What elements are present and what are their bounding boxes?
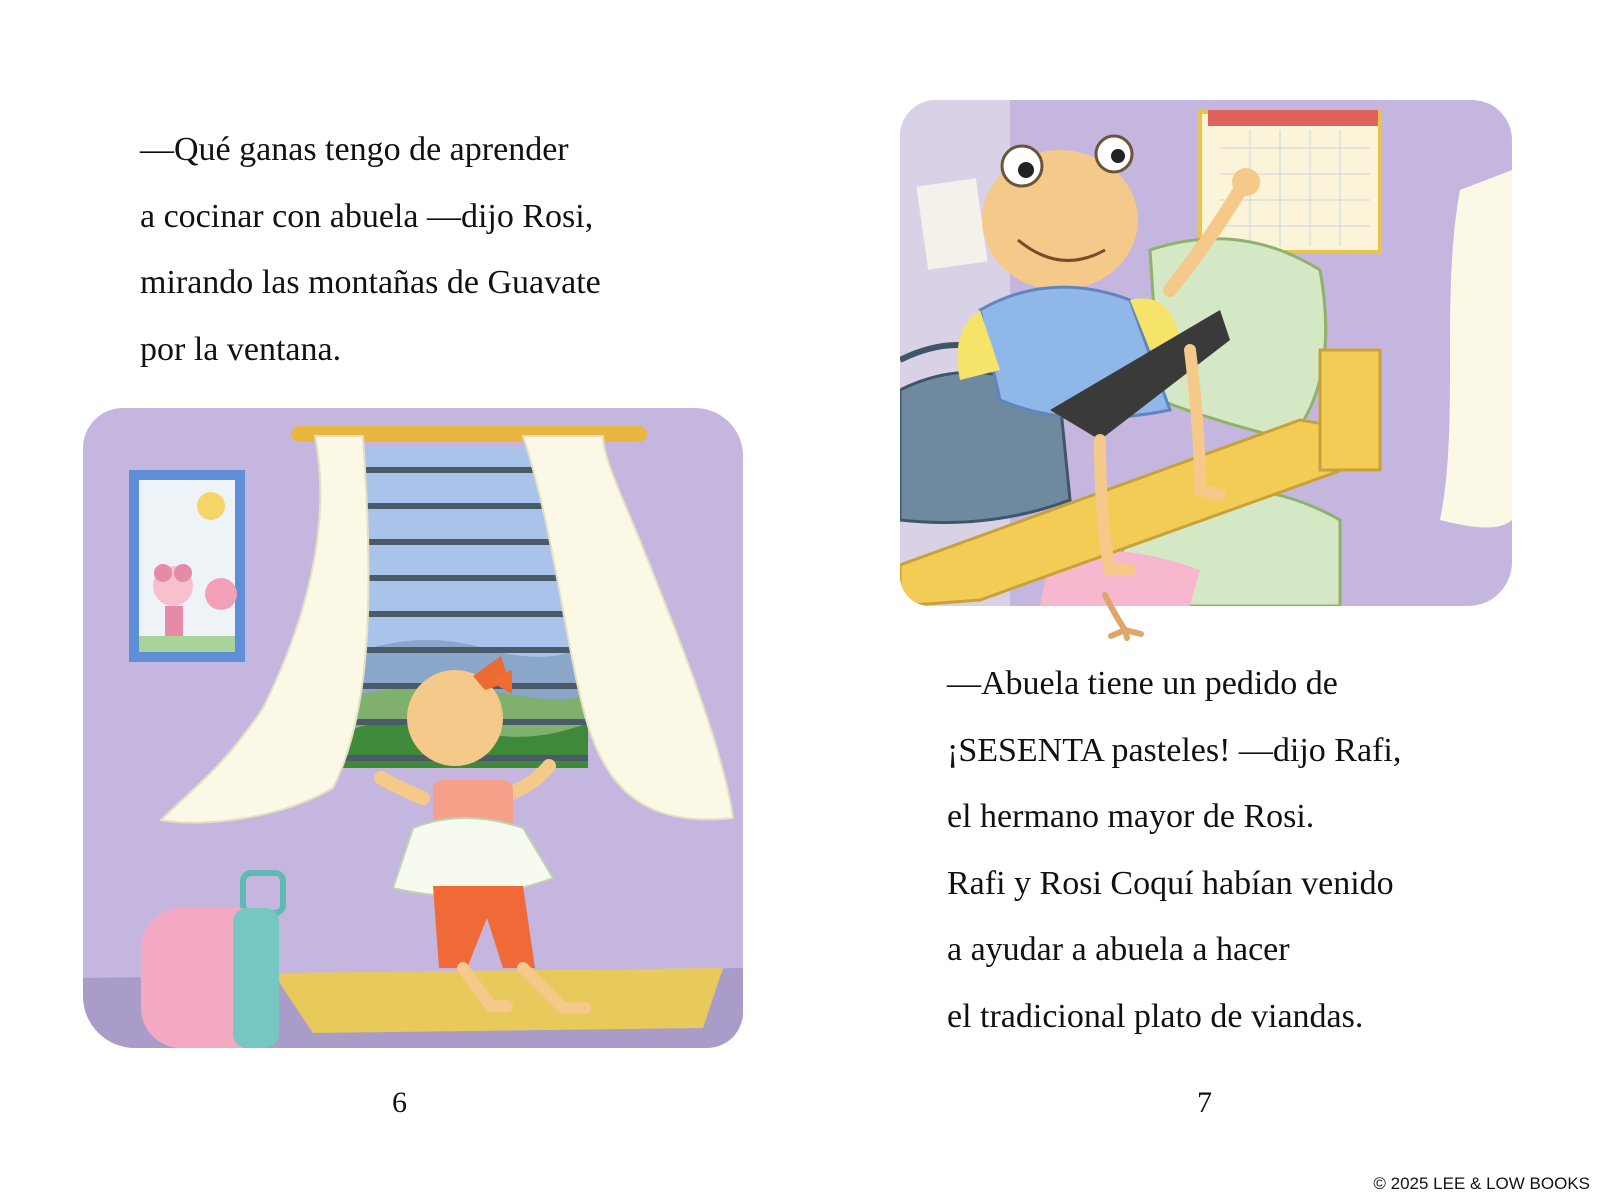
page-6-text <box>140 117 601 383</box>
illustration-rafi-on-bed <box>900 100 1512 606</box>
bedroom-scene-drawing <box>900 100 1512 606</box>
text-line: Rafi y Rosi Coquí habían venido <box>947 864 1394 902</box>
text-line: a cocinar con abuela —dijo Rosi, <box>140 197 594 235</box>
page-number: 7 <box>1197 1086 1212 1119</box>
text-line: el tradicional plato de viandas. <box>947 997 1364 1035</box>
text-line: ¡SESENTA pasteles! —dijo Rafi, <box>947 731 1402 769</box>
curtain <box>1440 170 1512 528</box>
page-7-text <box>947 651 1401 1050</box>
text-line: —Qué ganas tengo de aprender <box>140 131 569 168</box>
text-line: el hermano mayor de Rosi. <box>947 798 1315 835</box>
text-line: a ayudar a abuela a hacer <box>947 931 1290 968</box>
text-line: mirando las montañas de Guavate <box>140 264 601 301</box>
calendar-icon <box>1200 110 1380 252</box>
suitcase-icon <box>141 873 283 1048</box>
window-scene-drawing <box>83 408 743 1048</box>
text-line: —Abuela tiene un pedido de <box>947 665 1338 702</box>
illustration-rosi-at-window <box>83 408 743 1048</box>
paper-note-icon <box>916 178 987 270</box>
frog-foot-overlap <box>1095 590 1165 640</box>
text-line: por la ventana. <box>140 330 342 368</box>
page-number: 6 <box>392 1086 407 1119</box>
copyright-notice: © 2025 LEE & LOW BOOKS <box>1373 1174 1590 1193</box>
framed-drawing-icon <box>129 470 245 662</box>
